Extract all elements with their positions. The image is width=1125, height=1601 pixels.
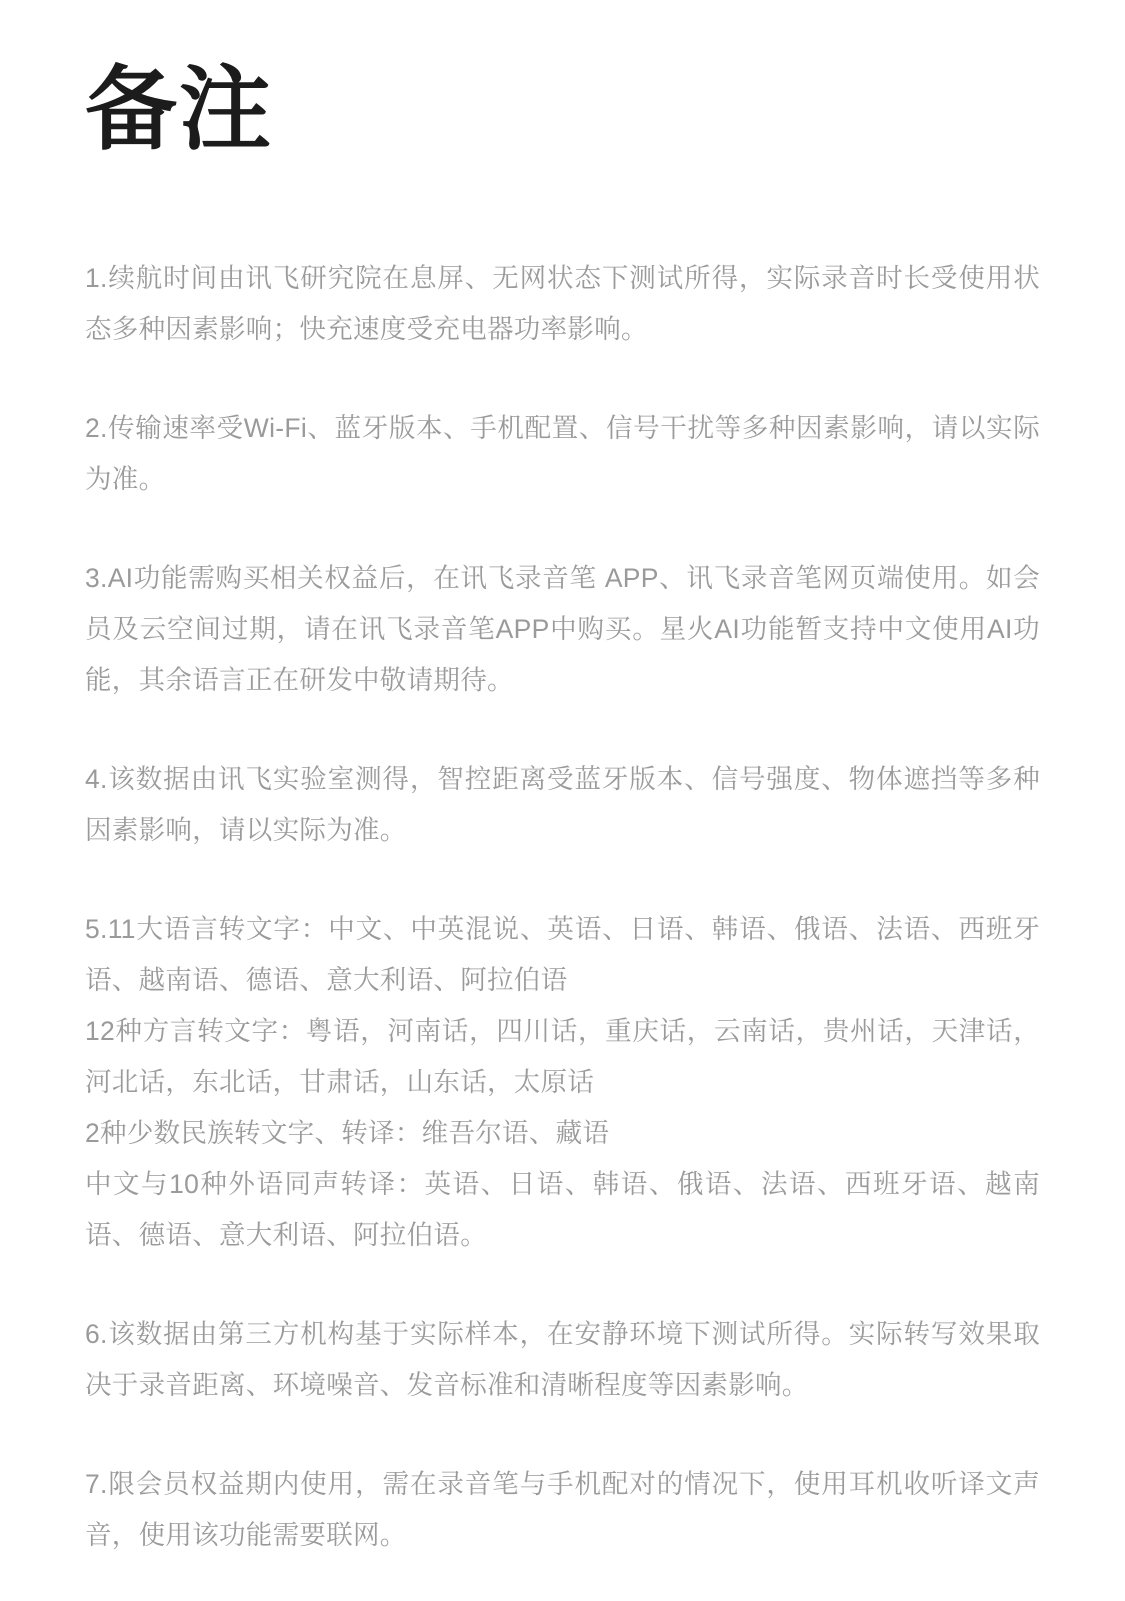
note-line: 6.该数据由第三方机构基于实际样本，在安静环境下测试所得。实际转写效果取决于录音距离、环境噪音、发音标准和清晰程度等因素影响。 [85, 1319, 1040, 1401]
note-line-dialects: 12种方言转文字：粤语，河南话，四川话，重庆话，云南话，贵州话，天津话，河北话，东北话，甘肃话，山东话，太原话 [85, 1016, 1040, 1098]
notes-list [85, 253, 1040, 1561]
note-line: 4.该数据由讯飞实验室测得，智控距离受蓝牙版本、信号强度、物体遮挡等多种因素影响，请以实际为准。 [85, 764, 1040, 846]
note-paragraph-5 [85, 904, 1040, 1261]
note-line-minority-languages: 2种少数民族转文字、转译：维吾尔语、藏语 [85, 1118, 610, 1149]
note-paragraph-3 [85, 553, 1040, 706]
note-paragraph-7 [85, 1459, 1040, 1561]
note-line-simultaneous-translation: 中文与10种外语同声转译：英语、日语、韩语、俄语、法语、西班牙语、越南语、德语、意大利语、阿拉伯语。 [85, 1169, 1040, 1251]
page-title: 备注 [85, 59, 274, 161]
note-line: 2.传输速率受Wi-Fi、蓝牙版本、手机配置、信号干扰等多种因素影响，请以实际为准。 [85, 413, 1040, 495]
note-paragraph-6 [85, 1309, 1040, 1411]
note-paragraph-2 [85, 403, 1040, 505]
note-line-languages: 5.11大语言转文字：中文、中英混说、英语、日语、韩语、俄语、法语、西班牙语、越南语、德语、意大利语、阿拉伯语 [85, 914, 1040, 996]
note-line: 3.AI功能需购买相关权益后，在讯飞录音笔 APP、讯飞录音笔网页端使用。如会员及云空间过期，请在讯飞录音笔APP中购买。星火AI功能暂支持中文使用AI功能，其余语言正在研发中敬请期待。 [85, 563, 1040, 696]
note-paragraph-1 [85, 253, 1040, 355]
note-paragraph-4 [85, 754, 1040, 856]
note-line: 7.限会员权益期内使用，需在录音笔与手机配对的情况下，使用耳机收听译文声音，使用该功能需要联网。 [85, 1469, 1040, 1551]
note-line: 1.续航时间由讯飞研究院在息屏、无网状态下测试所得，实际录音时长受使用状态多种因素影响；快充速度受充电器功率影响。 [85, 263, 1040, 345]
